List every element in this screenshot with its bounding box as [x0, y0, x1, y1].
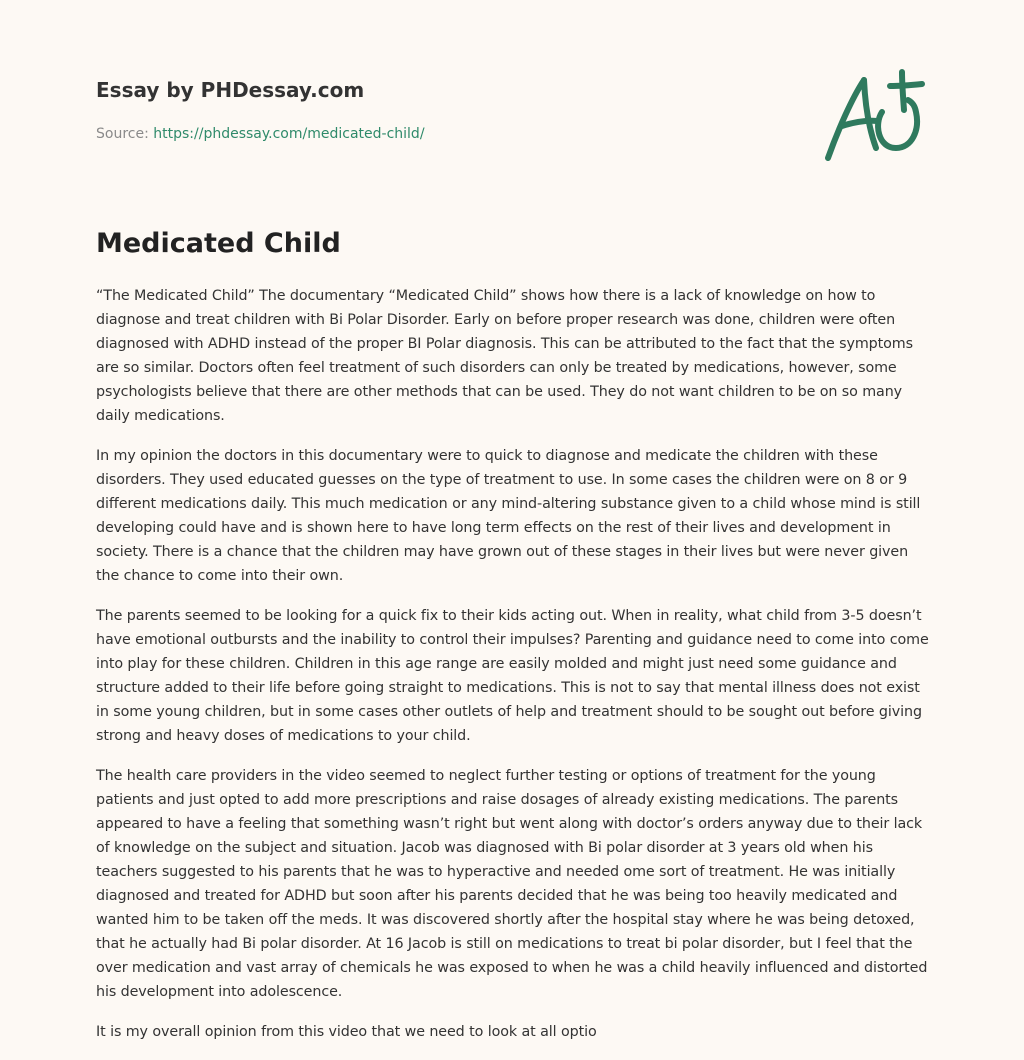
essay-paragraph: In my opinion the doctors in this documentary were to quick to diagnose and medicate the children with these disorders. They used educated guesses on the type of treatment to use. In some cases the children were on 8 or 9 different medications daily. This much medication or any mind-altering substance given to a child whose mind is still developing could have and is shown here to have long term effects on the rest of their lives and development in society. There is a chance that the children may have grown out of these stages in their lives but were never given the chance to come into their own. — [96, 448, 921, 584]
source-line — [96, 124, 796, 144]
essay-paragraph: “The Medicated Child” The documentary “Medicated Child” shows how there is a lack of knowledge on how to diagnose and treat children with Bi Polar Disorder. Early on before proper research was done, children were often diagnosed with ADHD instead of the proper BI Polar diagnosis. This can be attributed to the fact that the symptoms are so similar. Doctors often feel treatment of such disorders can only be treated by medications, however, some psychologists believe that there are other methods that can be used. They do not want children to be on so many daily medications. — [96, 288, 913, 424]
source-label: Source: — [96, 126, 154, 142]
a-plus-grade-logo — [820, 64, 930, 168]
site-title: Essay by PHDessay.com — [96, 78, 365, 102]
essay-paragraph: It is my overall opinion from this video that we need to look at all optio — [96, 1024, 597, 1040]
source-link[interactable]: https://phdessay.com/medicated-child/ — [153, 126, 425, 142]
essay-title: Medicated Child — [96, 228, 341, 259]
essay-paragraph: The health care providers in the video seemed to neglect further testing or options of treatment for the young patients and just opted to add more prescriptions and raise dosages of already existing medications. The parents appeared to have a feeling that something wasn’t right but went along with doctor’s orders anyway due to their lack of knowledge on the subject and situation. Jacob was diagnosed with Bi polar disorder at 3 years old when his teachers suggested to his parents that he was to hyperactive and needed ome sort of treatment. He was initially diagnosed and treated for ADHD but soon after his parents decided that he was being too heavily medicated and wanted him to be taken off the meds. It was discovered shortly after the hospital stay where he was being detoxed, that he actually had Bi polar disorder. At 16 Jacob is still on medications to treat bi polar disorder, but I feel that the over medication and vast array of chemicals he was exposed to when he was a child heavily influenced and distorted his development into adolescence. — [96, 768, 928, 1000]
page-header — [96, 76, 796, 144]
essay-body — [96, 284, 930, 1060]
essay-paragraph: The parents seemed to be looking for a quick fix to their kids acting out. When in reality, what child from 3-5 doesn’t have emotional outbursts and the inability to control their impulses? Parenting and guidance need to come into come into play for these children. Children in this age range are easily molded and might just need some guidance and structure added to their life before going straight to medications. This is not to say that mental illness does not exist in some young children, but in some cases other outlets of help and treatment should to be sought out before giving strong and heavy doses of medications to your child. — [96, 608, 929, 744]
